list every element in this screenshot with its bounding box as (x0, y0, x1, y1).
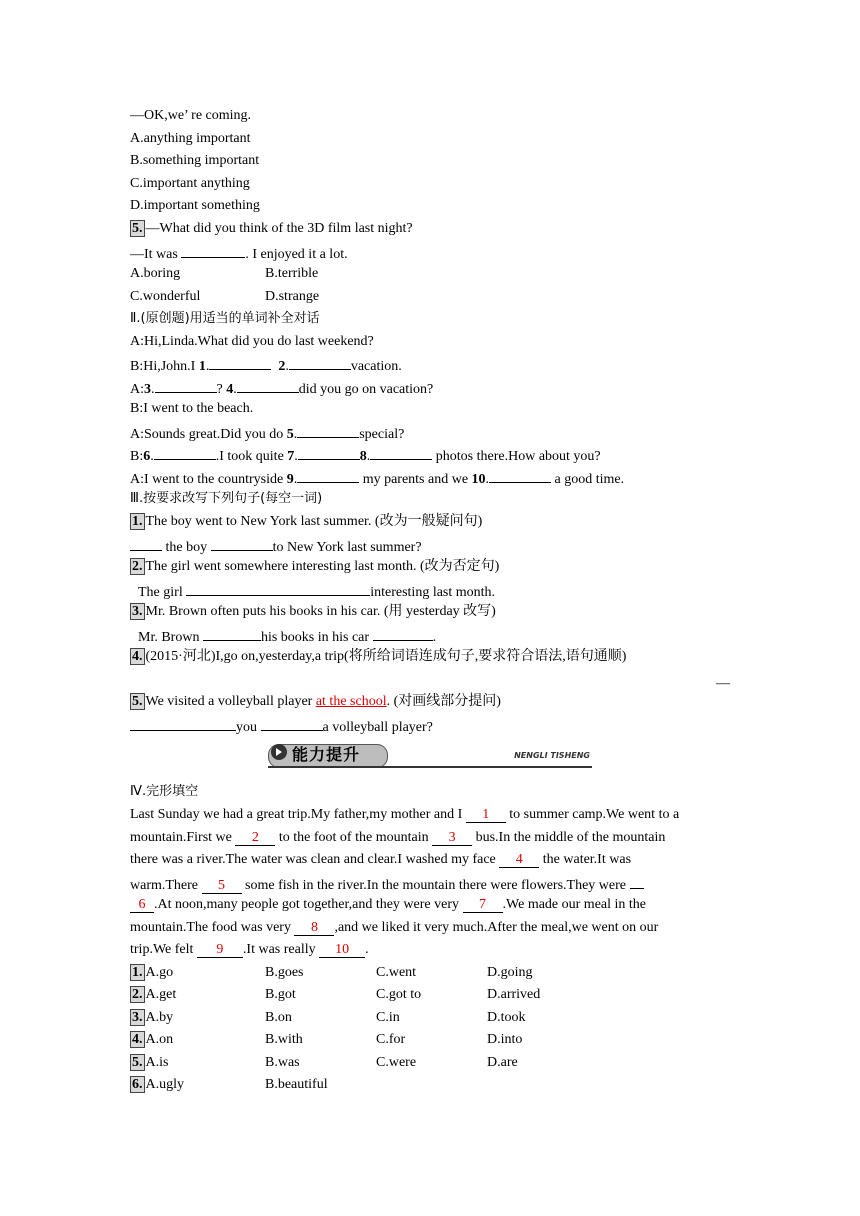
cloze-blank: 6 (130, 898, 154, 913)
cloze-blank: 5 (202, 879, 242, 894)
option-c: C.wonderful (130, 289, 201, 304)
option-b: B.got (265, 987, 296, 1002)
blank-line (130, 716, 236, 731)
text: vacation. (350, 359, 402, 374)
text: The girl (138, 585, 187, 600)
cloze-line-4 (130, 874, 644, 895)
dialog-line-5: A:Sounds great.Did you do 5. special? (130, 423, 404, 444)
option-b: B.on (265, 1010, 292, 1025)
blank-line (373, 626, 433, 641)
text: mountain.First we (130, 830, 236, 845)
option-row (130, 1031, 523, 1049)
rewrite-q4 (130, 648, 626, 666)
rewrite-q2-answer (138, 581, 495, 602)
blank-number: 6 (143, 449, 151, 464)
text: to New York last summer? (272, 540, 422, 555)
cloze-blank: 7 (463, 898, 503, 913)
text: trip.We felt (130, 942, 197, 957)
cloze-line-1 (130, 806, 679, 824)
option-c: C.important anything (130, 176, 250, 191)
text: .It was really (242, 942, 320, 957)
option-c: C.in (376, 1010, 400, 1025)
question-5 (130, 220, 413, 238)
text: you (236, 720, 261, 735)
text: We visited a volleyball player (145, 694, 316, 709)
blank-line (186, 581, 370, 596)
option-b: B.something important (130, 153, 260, 168)
blank-line (261, 716, 323, 731)
underlined-phrase: at the school (315, 694, 387, 709)
banner-rule (268, 766, 592, 768)
text: A: (130, 382, 144, 397)
option-row (130, 1009, 526, 1027)
rewrite-q5-answer (130, 716, 433, 737)
blank-number: 10 (471, 472, 486, 487)
text: a volleyball player? (322, 720, 433, 735)
dialog-line-3: A:3. ? 4. did you go on vacation? (130, 378, 433, 399)
blank-number: 5 (286, 427, 294, 442)
blank-number: 2 (278, 359, 286, 374)
question-number: 3. (132, 604, 143, 619)
option-c: C.went (376, 965, 417, 980)
cloze-blank: 1 (466, 808, 506, 823)
option-b: B.beautiful (265, 1077, 328, 1092)
question-number: 4. (132, 649, 143, 664)
option-a: A.is (145, 1055, 169, 1070)
dialog-line-2: B:Hi,John.I 1. 2. vacation. (130, 355, 402, 376)
text: . (对画线部分提问) (386, 694, 501, 709)
blank-line (489, 468, 551, 483)
cloze-line-5 (130, 896, 646, 914)
blank-number: 7 (287, 449, 295, 464)
option-row (130, 1076, 328, 1094)
blank-number: 9 (286, 472, 294, 487)
option-b: B.goes (265, 965, 304, 980)
dialog-line-1: A:Hi,Linda.What did you do last weekend? (130, 334, 374, 349)
cloze-blank: 2 (235, 831, 275, 846)
blank-line (203, 626, 261, 641)
section-banner (268, 741, 592, 773)
rewrite-q1-answer (130, 536, 422, 557)
answer-line: —OK,we’ re coming. (130, 108, 252, 123)
cloze-line-3 (130, 851, 631, 869)
question-number: 5. (132, 1055, 143, 1070)
section-3-heading: Ⅲ.按要求改写下列句子(每空一词) (130, 491, 323, 506)
text: the boy (162, 540, 211, 555)
question-number: 1. (132, 514, 143, 529)
text: my parents and we (359, 472, 472, 487)
section-2-heading: Ⅱ.(原创题)用适当的单词补全对话 (130, 311, 320, 326)
cloze-line-7 (130, 941, 369, 959)
rewrite-q2 (130, 558, 499, 576)
text: .I took quite (215, 449, 288, 464)
text: mountain.The food was very (130, 920, 295, 935)
text: photos there.How about you? (432, 449, 601, 464)
option-row (130, 964, 533, 982)
banner-subtitle: NENGLI TISHENG (514, 751, 590, 760)
text: a good time. (551, 472, 625, 487)
option-c: C.were (376, 1055, 417, 1070)
text: the water.It was (539, 852, 632, 867)
option-b: B.with (265, 1032, 303, 1047)
rewrite-q3-answer (138, 626, 436, 647)
option-c: C.got to (376, 987, 422, 1002)
question-text: (2015·河北)I,go on,yesterday,a trip(将所给词语连成句子,要求符合语法,语句通顺) (145, 649, 627, 664)
text: B:Hi,John.I (130, 359, 199, 374)
dialog-line-7: A:I went to the countryside 9. my parents and we 10. a good time. (130, 468, 624, 489)
banner-title: 能力提升 (292, 745, 361, 764)
option-d: D.going (487, 965, 533, 980)
text: did you go on vacation? (298, 382, 434, 397)
text: special? (359, 427, 405, 442)
option-row (130, 1054, 518, 1072)
option-b: B.terrible (265, 266, 319, 281)
option-a: A.ugly (145, 1077, 184, 1092)
answer-line-dash: — (716, 676, 730, 691)
q5-options-row2 (130, 288, 320, 306)
option-row (130, 986, 541, 1004)
text: bus.In the middle of the mountain (472, 830, 666, 845)
blank-number: 1 (198, 359, 206, 374)
question-number: 4. (132, 1032, 143, 1047)
question-text: —What did you think of the 3D film last night? (145, 221, 413, 236)
cloze-blank: 8 (294, 921, 334, 936)
text: there was a river.The water was clean and clear.I washed my face (130, 852, 500, 867)
option-a: A.by (145, 1010, 174, 1025)
blank-line (370, 445, 432, 460)
rewrite-q5 (130, 693, 501, 711)
question-number: 2. (132, 559, 143, 574)
text: ,and we liked it very much.After the meal,we went on our (334, 920, 659, 935)
blank-number: 4 (226, 382, 234, 397)
option-d: D.into (487, 1032, 523, 1047)
blank-line (630, 874, 644, 889)
text: . (432, 630, 437, 645)
question-number: 2. (132, 987, 143, 1002)
question-number: 5. (132, 221, 143, 236)
section-4-heading: Ⅳ.完形填空 (130, 784, 199, 799)
blank-line (289, 355, 351, 370)
question-number: 1. (132, 965, 143, 980)
option-d: D.important something (130, 198, 260, 213)
cloze-line-6 (130, 919, 658, 937)
text: B: (130, 449, 144, 464)
answer-suffix: . I enjoyed it a lot. (245, 247, 348, 262)
text: . (365, 942, 369, 957)
text: A:Sounds great.Did you do (130, 427, 287, 442)
text: A:I went to the countryside (130, 472, 287, 487)
blank-number: 8 (359, 449, 367, 464)
option-a: A.on (145, 1032, 174, 1047)
play-triangle (276, 748, 282, 756)
option-c: C.for (376, 1032, 406, 1047)
option-a: A.boring (130, 266, 181, 281)
cloze-blank: 4 (499, 853, 539, 868)
question-text: Mr. Brown often puts his books in his car. (用 yesterday 改写) (145, 604, 496, 619)
blank-line (298, 445, 360, 460)
cloze-blank: 10 (319, 943, 365, 958)
cloze-blank: 9 (197, 943, 243, 958)
blank-line (237, 378, 299, 393)
blank-line (211, 536, 273, 551)
option-a: A.get (145, 987, 177, 1002)
blank-line (130, 536, 162, 551)
answer-prefix: —It was (130, 247, 182, 262)
cloze-blank: 3 (432, 831, 472, 846)
question-text: The boy went to New York last summer. (改为一般疑问句) (145, 514, 483, 529)
blank-line (297, 468, 359, 483)
rewrite-q1 (130, 513, 482, 531)
option-d: D.strange (265, 289, 320, 304)
text: Mr. Brown (138, 630, 203, 645)
blank-number: 3 (144, 382, 151, 397)
dialog-line-6: B:6. .I took quite 7. 8. photos there.How about you? (130, 445, 601, 466)
text: some fish in the river.In the mountain there were flowers.They were (241, 878, 630, 893)
blank-line (181, 243, 245, 258)
cloze-line-2 (130, 829, 665, 847)
option-d: D.are (487, 1055, 518, 1070)
question-text: The girl went somewhere interesting last month. (改为否定句) (145, 559, 500, 574)
blank-line (209, 355, 271, 370)
question-5-answer (130, 243, 348, 264)
text: his books in his car (260, 630, 373, 645)
question-number: 5. (132, 694, 143, 709)
text: ? (216, 382, 227, 397)
text: .We made our meal in the (502, 897, 647, 912)
option-a: A.go (145, 965, 174, 980)
rewrite-q3 (130, 603, 496, 621)
option-d: D.arrived (487, 987, 541, 1002)
option-a: A.anything important (130, 131, 251, 146)
text: Last Sunday we had a great trip.My father,my mother and I (130, 807, 466, 822)
text: to summer camp.We went to a (505, 807, 680, 822)
text: to the foot of the mountain (275, 830, 433, 845)
question-number: 6. (132, 1077, 143, 1092)
question-number: 3. (132, 1010, 143, 1025)
text: warm.There (130, 878, 202, 893)
text: interesting last month. (370, 585, 496, 600)
text: .At noon,many people got together,and they were very (154, 897, 463, 912)
q5-options-row1 (130, 265, 319, 283)
option-d: D.took (487, 1010, 526, 1025)
dialog-line-4: B:I went to the beach. (130, 401, 254, 416)
option-b: B.was (265, 1055, 300, 1070)
blank-line (155, 378, 217, 393)
blank-line (297, 423, 359, 438)
blank-line (154, 445, 216, 460)
